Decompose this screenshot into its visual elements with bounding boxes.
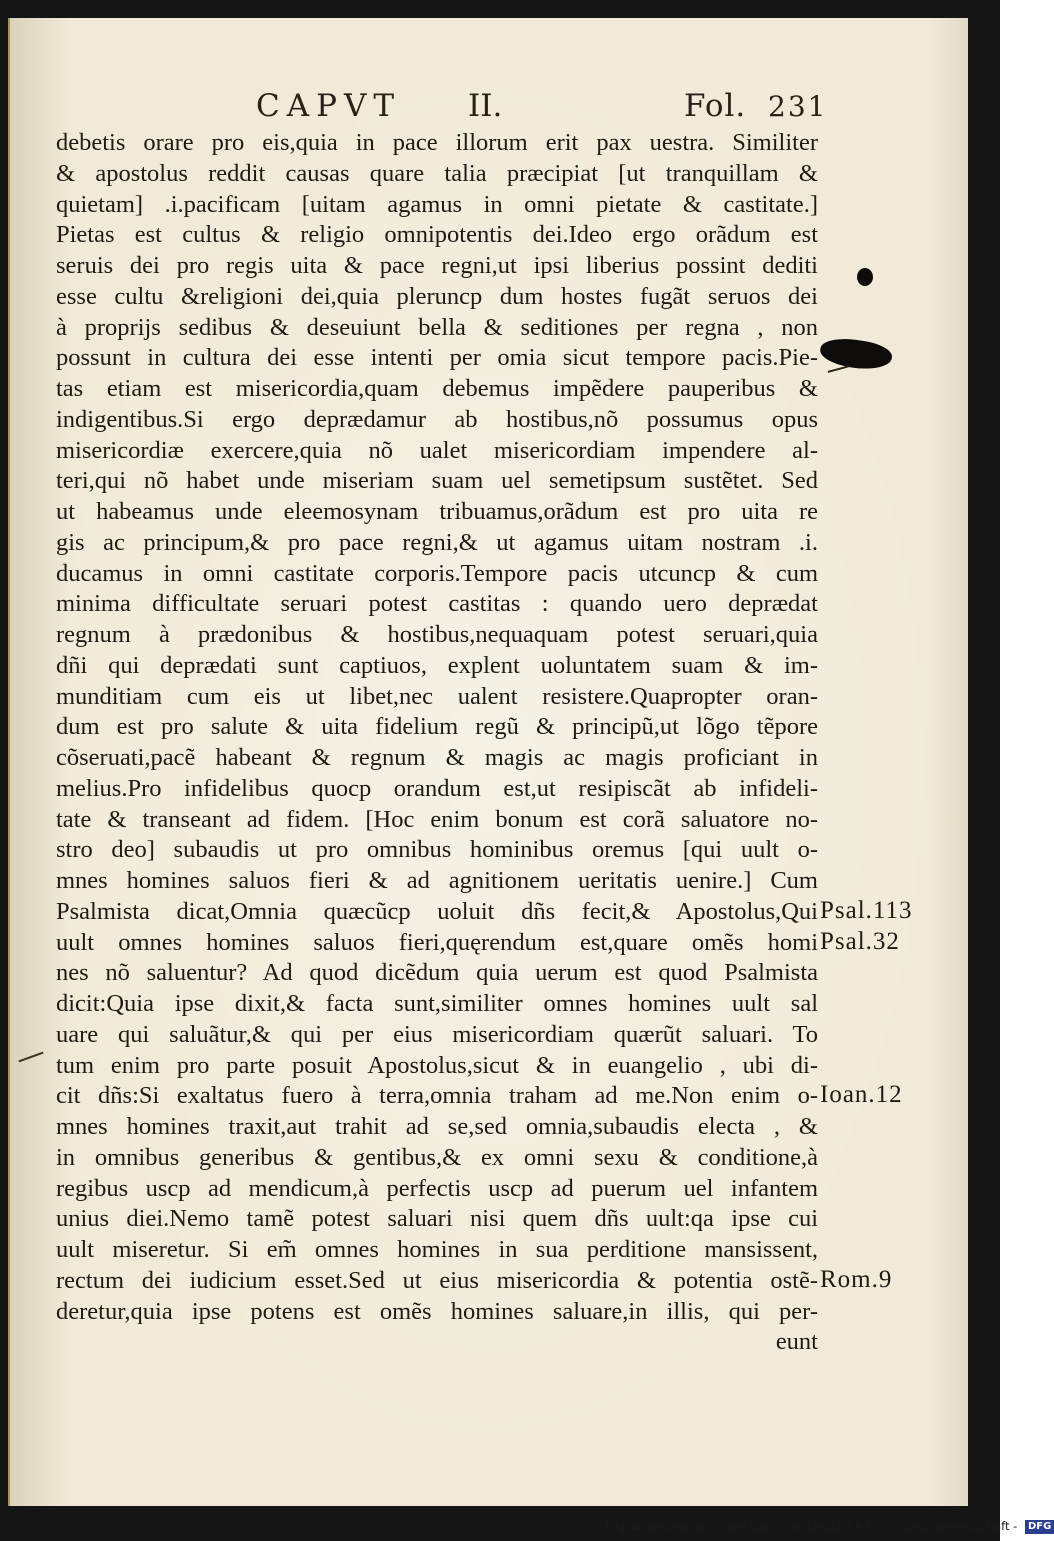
text-line: dñi qui deprædati sunt captiuos, explent uoluntatem suam & im- [56, 651, 818, 679]
text-line: unius diei.Nemo tamẽ potest saluari nisi quem dñs uult:qa ipse cui [56, 1205, 818, 1233]
text-line: Psalmista dicat,Omnia quæcũcp uoluit dñs fecit,& Apostolus,Qui [56, 897, 818, 925]
text-line: mnes homines saluos fieri & ad agnitionem ueritatis uenire.] Cum [56, 867, 818, 894]
text-line: tate & transeant ad fidem. [Hoc enim bonum est corã saluatore no- [56, 805, 818, 833]
text-line: Pietas est cultus & religio omnipotentis dei.Ideo ergo orãdum est [56, 221, 818, 249]
text-line: tas etiam est misericordia,quam debemus impẽdere pauperibus & [56, 375, 818, 402]
text-line: & apostolus reddit causas quare talia præcipiat [ut tranquillam & [56, 159, 818, 187]
text-line: possunt in cultura dei esse intenti per omia sicut tempore pacis.Pie- [56, 344, 818, 372]
chapter-number: II. [468, 88, 503, 124]
margin-note: Psal.32 [820, 927, 900, 955]
margin-note: Ioan.12 [820, 1081, 903, 1109]
text-line: uult omnes homines saluos fieri,quęrendum est,quare omẽs homi [56, 928, 818, 956]
footer-text: Digitalisierung gefördert durch die Deutsche Forschungsgemeinschaft - [606, 1519, 1018, 1533]
dfg-logo: DFG [1025, 1520, 1054, 1534]
text-line: teri,qui nõ habet unde miseriam suam uel semetipsum sustẽtet. Sed [56, 467, 818, 495]
text-line: gis ac principum,& pro pace regni,& ut agamus uitam nostram .i. [56, 528, 818, 556]
text-line: regibus uscp ad mendicum,à perfectis uscp ad puerum uel infantem [56, 1174, 818, 1202]
folio-label: Fol. [684, 88, 747, 124]
folio-number: 231 [768, 90, 828, 123]
text-line: misericordiæ exercere,quia nõ ualet misericordiam impendere al- [56, 436, 818, 464]
margin-notes [820, 0, 930, 1541]
text-line: in omnibus generibus & gentibus,& ex omni sexu & conditione,à [56, 1143, 818, 1171]
chapter-heading: CAPVT [256, 88, 402, 124]
text-line: uare qui saluãtur,& qui per eius misericordiam quærũt saluari. To [56, 1020, 818, 1048]
funding-footer [606, 1519, 1054, 1537]
text-line: nes nõ saluentur? Ad quod dicẽdum quia uerum est quod Psalmista [56, 959, 818, 987]
text-line: deretur,quia ipse potens est omẽs homines saluare,in illis, qui per- [56, 1297, 818, 1325]
text-line: à proprijs sedibus & deseuiunt bella & seditiones per regna , non [56, 313, 818, 341]
text-line: ut habeamus unde eleemosynam tribuamus,orãdum est pro uita re [56, 498, 818, 525]
margin-note: Psal.113 [820, 896, 913, 924]
text-line: debetis orare pro eis,quia in pace illorum erit pax uestra. Similiter [56, 129, 818, 156]
text-line: regnum à prædonibus & hostibus,nequaquam potest seruari,quia [56, 621, 818, 648]
text-line: dicit:Quia ipse dixit,& facta sunt,similiter omnes homines uult sal [56, 990, 818, 1017]
text-line: munditiam cum eis ut libet,nec ualent resistere.Quapropter oran- [56, 682, 818, 710]
text-line: tum enim pro parte posuit Apostolus,sicut & in euangelio , ubi di- [56, 1051, 818, 1079]
text-line: stro deo] subaudis ut pro omnibus hominibus oremus [qui uult o- [56, 836, 818, 864]
text-line: melius.Pro infidelibus quocp orandum est,ut resipiscãt ab infideli- [56, 774, 818, 802]
text-line: cõseruati,pacẽ habeant & regnum & magis ac magis proficiant in [56, 744, 818, 771]
body-text [56, 128, 818, 1358]
ink-blot [857, 268, 873, 286]
text-line: ducamus in omni castitate corporis.Tempore pacis utcuncp & cum [56, 559, 818, 587]
text-line: rectum dei iudicium esset.Sed ut eius misericordia & potentia ostẽ- [56, 1266, 818, 1294]
text-line: eunt [775, 1328, 818, 1356]
text-line: seruis dei pro regis uita & pace regni,ut ipsi liberius possint dediti [56, 252, 818, 279]
margin-note: Rom.9 [820, 1265, 893, 1293]
text-line: esse cultu &religioni dei,quia pleruncp dum hostes fugãt seruos dei [56, 282, 818, 310]
text-line: minima difficultate seruari potest castitas : quando uero deprædat [56, 590, 818, 618]
text-line: quietam] .i.pacificam [uitam agamus in omni pietate & castitate.] [56, 190, 818, 218]
text-line: mnes homines traxit,aut trahit ad se,sed omnia,subaudis electa , & [56, 1113, 818, 1140]
text-line: dum est pro salute & uita fidelium regũ & principũ,ut lõgo tẽpore [56, 713, 818, 741]
text-line: indigentibus.Si ergo deprædamur ab hostibus,nõ possumus opus [56, 405, 818, 433]
text-line: uult miseretur. Si em̃ omnes homines in sua perditione mansissent, [56, 1236, 818, 1263]
text-line: cit dñs:Si exaltatus fuero à terra,omnia traham ad me.Non enim o- [56, 1082, 818, 1110]
